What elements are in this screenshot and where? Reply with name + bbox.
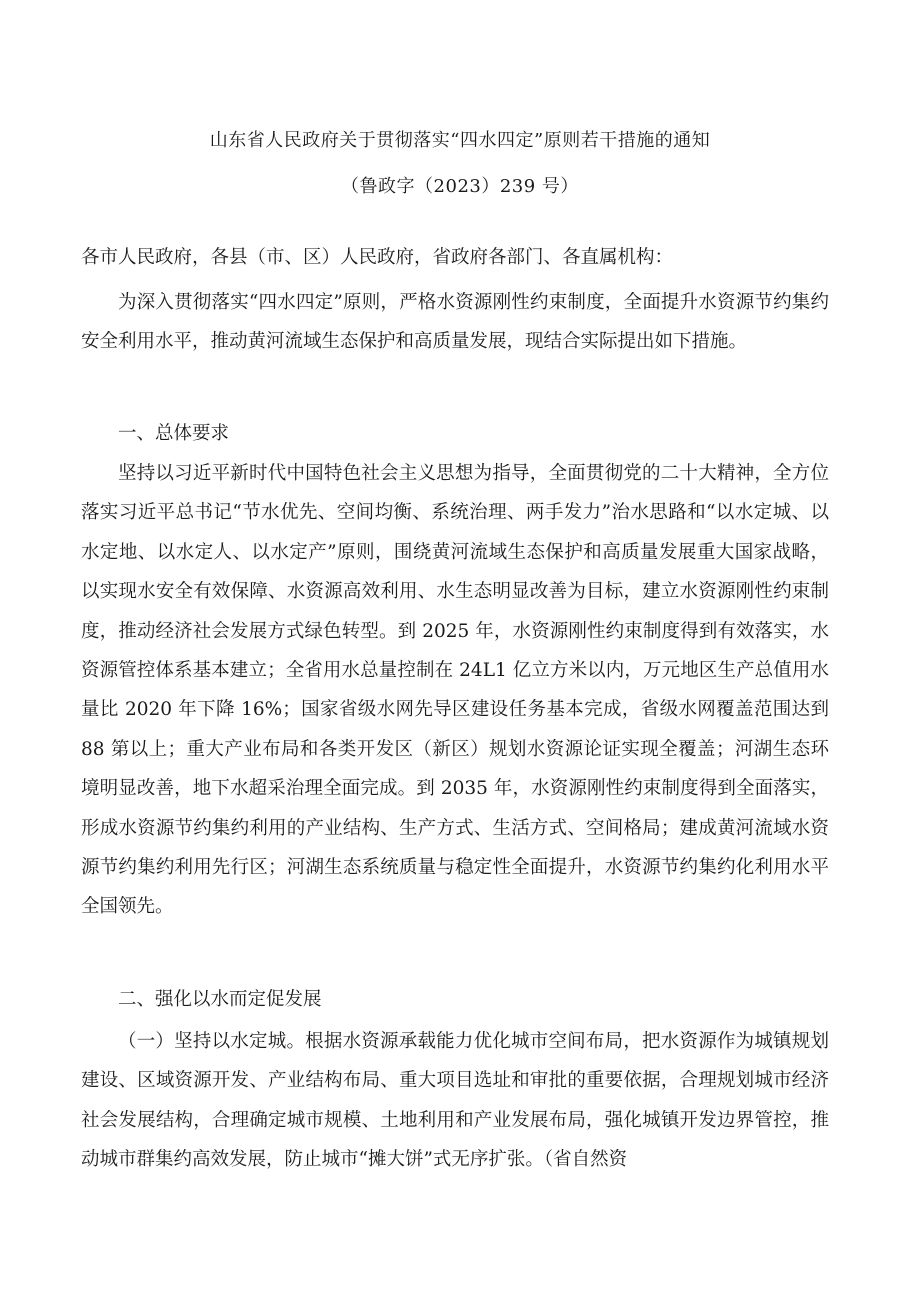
intro-paragraph: [81, 283, 829, 362]
section-2-paragraph-1: （一）坚持以水定城。根据水资源承载能力优化城市空间布局，把水资源作为城镇规划建设、区域资源开发、产业结构布局、重大项目选址和审批的重要依据，合理规划城市经济社会发展结构，合理确定城市规模、土地利用和产业发展布局，强化城镇开发边界管控，推动城市群集约高效发展，防止城市“摊大饼”式无序扩张。（省自然资: [81, 1031, 829, 1171]
salutation: [81, 238, 829, 277]
section-heading: [81, 980, 829, 1019]
document-number: （鲁政字（2023）239 号）: [341, 176, 579, 197]
intro-text: 为深入贯彻落实“四水四定”原则，严格水资源刚性约束制度，全面提升水资源节约集约安全利用水平，推动黄河流域生态保护和高质量发展，现结合实际提出如下措施。: [81, 292, 829, 353]
section-1-paragraph-1: 坚持以习近平新时代中国特色社会主义思想为指导，全面贯彻党的二十大精神，全方位落实习近平总书记“节水优先、空间均衡、系统治理、两手发力”治水思路和“以水定城、以水定地、以水定人、以水定产”原则，围绕黄河流域生态保护和高质量发展重大国家战略，以实现水安全有效保障、水资源高效利用、水生态明显改善为目标，建立水资源刚性约束制度，推动经济社会发展方式绿色转型。到 2025 年，水资源刚性约束制度得到有效落实，水资源管控体系基本建立；全省用水总量控制在 24L1 亿立方米以内，万元地区生产总值用水量比 2020 年下降 16%；国家省级水网先导区建设任务基本完成，省级水网覆盖范围达到 88 第以上；重大产业布局和各类开发区（新区）规划水资源论证实现全覆盖；河湖生态环境明显改善，地下水超采治理全面完成。到 2035 年，水资源刚性约束制度得到全面落实，形成水资源节约集约利用的产业结构、生产方式、生活方式、空间格局；建成黄河流域水资源节约集约利用先行区；河湖生态系统质量与稳定性全面提升，水资源节约集约化利用水平全国领先。: [81, 463, 829, 918]
section-paragraph: [81, 1022, 829, 1180]
section-heading: [81, 414, 829, 453]
salutation-text: 各市人民政府，各县（市、区）人民政府，省政府各部门、各直属机构：: [81, 247, 674, 268]
section-1-heading: 一、总体要求: [118, 423, 230, 444]
section-paragraph: [81, 454, 829, 927]
document-title: 山东省人民政府关于贯彻落实“四水四定”原则若干措施的通知: [209, 130, 711, 151]
section-2-heading: 二、强化以水而定促发展: [118, 989, 322, 1010]
